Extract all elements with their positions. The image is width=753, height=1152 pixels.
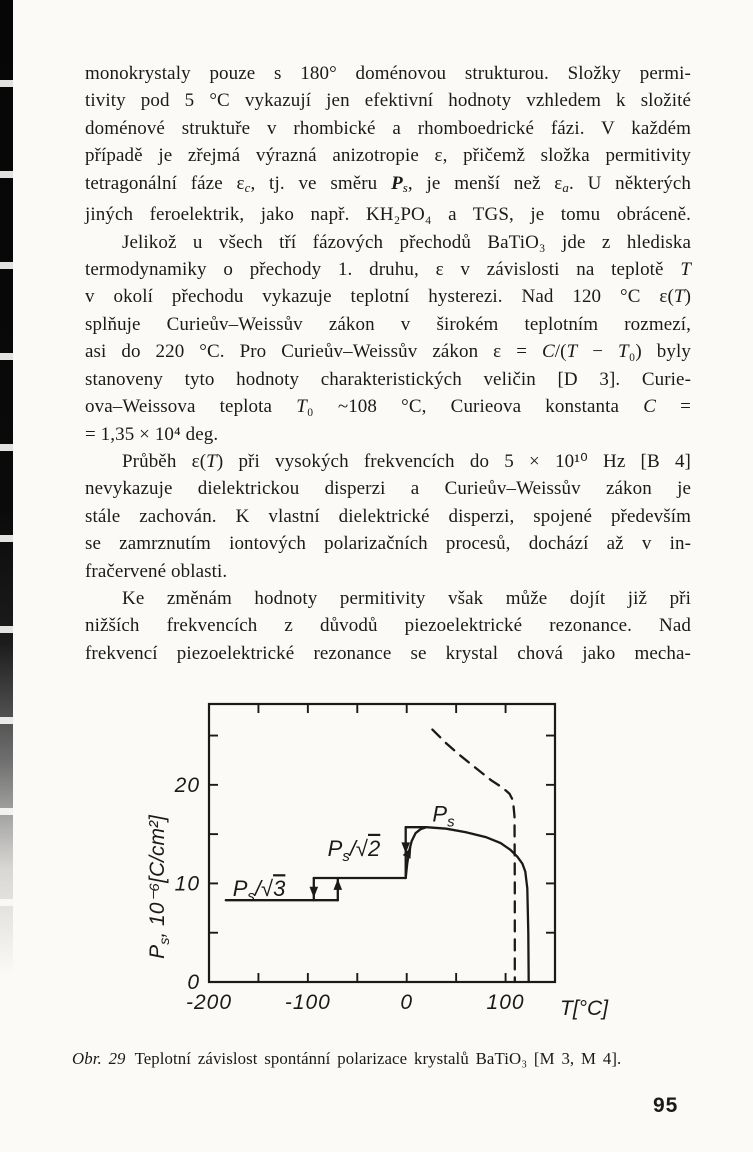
curve-label: $P_s/√2$	[327, 835, 381, 865]
paragraph	[85, 229, 691, 448]
page-number: 95	[653, 1094, 679, 1117]
text-line: asi do 220 °C. Pro Curieův–Weissův zákon ε = C/(T − T₀) byly	[85, 341, 691, 363]
text-line: ova–Weissova teplota T₀ ~108 °C, Curieova konstanta C =	[85, 396, 691, 418]
binding-shadow	[0, 0, 13, 976]
series-extrapolated-dashed	[432, 730, 514, 982]
x-axis-label: T[°C]	[560, 997, 609, 1020]
text-line: nižších frekvencích z důvodů piezoelektrické rezonance. Nad	[85, 615, 691, 637]
y-tick-label: 10	[174, 872, 200, 896]
text-line: Ke změnám hodnoty permitivity však může dojít již při	[122, 587, 691, 609]
text-line: termodynamiky o přechody 1. druhu, ε v závislosti na teplotě T	[85, 259, 691, 281]
x-tick-label: -100	[284, 991, 331, 1014]
text-line: fračervené oblasti.	[85, 560, 228, 582]
paragraph	[85, 448, 691, 585]
x-tick-label: -200	[185, 991, 233, 1014]
text-line: jiných feroelektrik, jako např. KH₂PO₄ a TGS, je tomu obráceně.	[85, 204, 691, 226]
curve-label: $P_s/√3$	[232, 876, 286, 906]
x-tick-label: 0	[400, 991, 414, 1014]
arrow-down-icon	[310, 887, 319, 898]
series-tetragonal-branch	[406, 827, 529, 982]
y-tick-label: 20	[174, 773, 200, 797]
text-line: Průběh ε(T) při vysokých frekvencích do 5 × 10¹⁰ Hz [B 4]	[122, 450, 691, 472]
y-axis-label: $P_s$, 10⁻⁶[C/cm²]	[146, 815, 173, 959]
text-line: stále zachován. K vlastní dielektrické disperzi, spojené především	[85, 505, 691, 527]
text-line: doménové struktuře v rhombické a rhomboedrické fázi. V každém	[85, 117, 691, 139]
text-line: monokrystaly pouze s 180° doménovou strukturou. Složky permi-	[85, 63, 691, 84]
text-line: v okolí přechodu vykazuje teplotní hysterezi. Nad 120 °C ε(T)	[85, 286, 691, 308]
text-line: tetragonální fáze εc, tj. ve směru Ps, je menší než εa. U některých	[85, 172, 691, 195]
figure-29	[130, 682, 630, 1037]
text-line: tivity pod 5 °C vykazují jen efektivní hodnoty vzhledem k složité	[85, 90, 691, 112]
text-line: se zamrznutím iontových polarizačních procesů, dochází až v in-	[85, 533, 691, 555]
polarization-chart	[130, 682, 630, 1037]
x-tick-label: 100	[486, 991, 525, 1014]
text-line: nevykazuje dielektrickou disperzi a Curieův–Weissův zákon je	[85, 478, 691, 500]
body-text	[85, 60, 691, 667]
arrow-up-icon	[334, 879, 343, 890]
plot-frame	[209, 704, 555, 982]
caption-text: Teplotní závislost spontánní polarizace krystalů BaTiO₃ [M 3, M 4].	[134, 1049, 622, 1068]
text-line: Jelikož u všech tří fázových přechodů BaTiO₃ jde z hlediska	[122, 231, 691, 253]
paragraph	[85, 60, 691, 229]
text-line: případě je zřejmá výrazná anizotropie ε, přičemž složka permitivity	[85, 145, 691, 167]
paragraph	[85, 585, 691, 667]
figure-caption	[72, 1049, 690, 1069]
curve-label: $P_s$	[432, 801, 455, 831]
text-line: = 1,35 × 10⁴ deg.	[85, 423, 219, 445]
text-line: stanoveny tyto hodnoty charakteristických veličin [D 3]. Curie-	[85, 368, 691, 390]
text-line: frekvencí piezoelektrické rezonance se krystal chová jako mecha-	[85, 642, 691, 664]
text-line: splňuje Curieův–Weissův zákon v širokém teplotním rozmezí,	[85, 313, 691, 335]
y-tick-label: 0	[187, 971, 200, 994]
caption-label: Obr. 29	[72, 1049, 126, 1068]
